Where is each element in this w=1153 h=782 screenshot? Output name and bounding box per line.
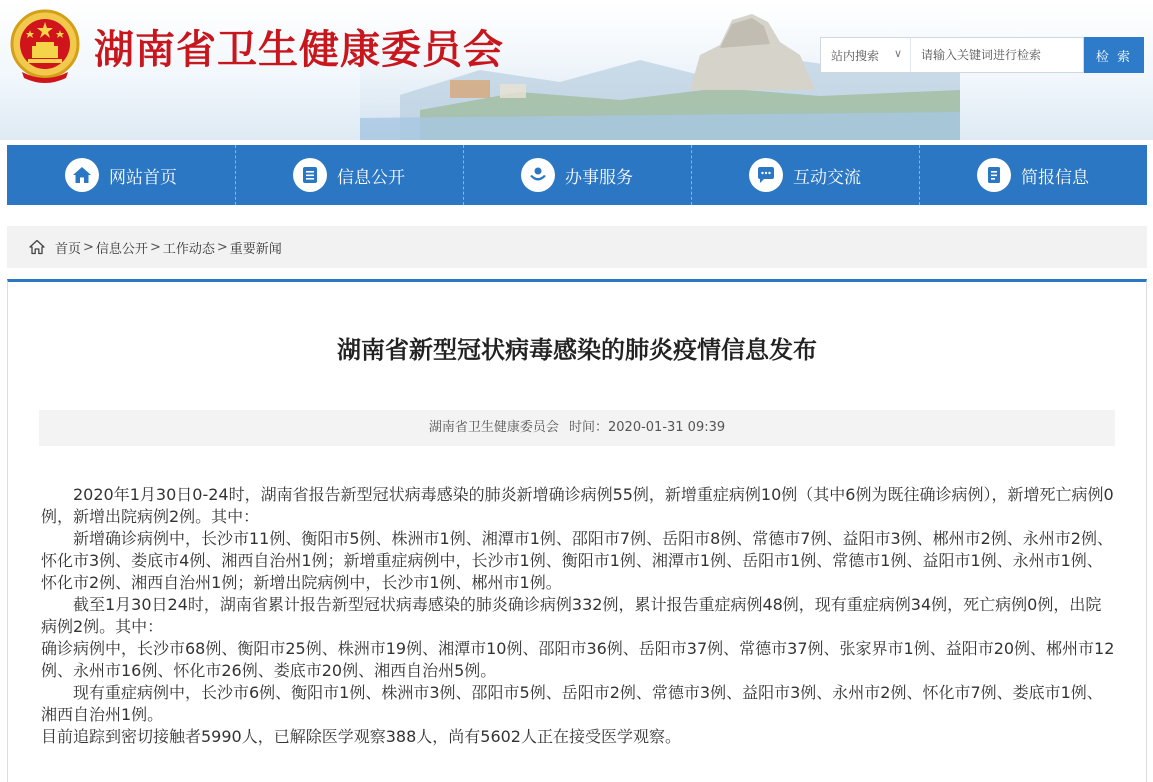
breadcrumb-home-link[interactable]: 首页	[55, 241, 82, 257]
breadcrumb-info-disclosure-link[interactable]: 信息公开	[95, 241, 148, 257]
nav-item-home[interactable]	[7, 145, 235, 205]
nav-item-services[interactable]	[463, 145, 691, 205]
nav-item-label: 简报信息	[1021, 167, 1089, 188]
article-source: 湖南省卫生健康委员会	[428, 420, 559, 435]
site-header	[0, 0, 1153, 140]
nav-item-label: 办事服务	[565, 167, 633, 188]
article-paragraph: 2020年1月30日0-24时，湖南省报告新型冠状病毒感染的肺炎新增确诊病例55例，新增重症病例10例（其中6例为既往确诊病例），新增死亡病例0例，新增出院病例2例。其中：	[41, 485, 1114, 526]
nav-item-interaction[interactable]	[691, 145, 919, 205]
article-paragraph: 现有重症病例中，长沙市6例、衡阳市1例、株洲市3例、邵阳市5例、岳阳市2例、常德市3例、益阳市3例、永州市2例、怀化市7例、娄底市1例、湘西自治州1例。	[41, 683, 1103, 724]
service-icon	[521, 158, 555, 192]
home-icon	[65, 158, 99, 192]
article-time: 时间：2020-01-31 09:39	[569, 420, 726, 435]
nav-item-label: 信息公开	[337, 167, 405, 188]
home-icon	[29, 239, 45, 255]
search-scope-label: 站内搜索	[831, 48, 880, 63]
article-paragraph: 目前追踪到密切接触者5990人，已解除医学观察388人，尚有5602人正在接受医学观察。	[41, 727, 681, 746]
breadcrumb-separator: >	[83, 239, 94, 255]
briefing-icon	[977, 158, 1011, 192]
article-meta	[39, 410, 1115, 446]
search-bar	[820, 37, 1144, 73]
nav-item-label: 互动交流	[793, 167, 861, 188]
search-input[interactable]	[910, 37, 1084, 73]
document-icon	[293, 158, 327, 192]
breadcrumb-work-news-link[interactable]: 工作动态	[162, 241, 215, 257]
nav-item-label: 网站首页	[109, 167, 177, 188]
article-paragraph: 确诊病例中，长沙市68例、衡阳市25例、株洲市19例、湘潭市10例、邵阳市36例、岳阳市37例、常德市37例、张家界市1例、益阳市20例、郴州市12例、永州市16例、怀化市26例、娄底市20例、湘西自治州5例。	[41, 639, 1115, 680]
breadcrumb-separator: >	[216, 239, 228, 255]
breadcrumb-separator: >	[149, 239, 161, 255]
nav-item-info-disclosure[interactable]	[235, 145, 463, 205]
article-paragraph: 截至1月30日24时，湖南省累计报告新型冠状病毒感染的肺炎确诊病例332例，累计报告重症病例48例，现有重症病例34例，死亡病例0例，出院病例2例。其中：	[41, 595, 1102, 636]
main-nav	[7, 145, 1147, 205]
article-title: 湖南省新型冠状病毒感染的肺炎疫情信息发布	[337, 336, 817, 364]
article-paragraph: 新增确诊病例中，长沙市11例、衡阳市5例、株洲市1例、湘潭市1例、邵阳市7例、岳阳市8例、常德市7例、益阳市3例、郴州市2例、永州市2例、怀化市3例、娄底市4例、湘西自治州1例；新增重症病例中，长沙市1例、衡阳市1例、湘潭市1例、岳阳市1例、常德市1例、益阳市1例、永州市1例、怀化市2例、湘西自治州1例；新增出院病例中，长沙市1例、郴州市1例。	[41, 529, 1113, 592]
article-body	[41, 484, 1117, 748]
nav-item-briefing[interactable]	[919, 145, 1147, 205]
national-emblem-logo	[8, 6, 82, 86]
article-panel	[7, 279, 1147, 782]
chevron-down-icon: ∨	[893, 47, 902, 60]
site-title[interactable]: 湖南省卫生健康委员会	[94, 27, 504, 73]
search-scope-select[interactable]	[820, 37, 910, 73]
search-button[interactable]: 检 索	[1084, 37, 1144, 73]
chat-icon	[749, 158, 783, 192]
breadcrumb	[7, 226, 1147, 268]
breadcrumb-important-news-link[interactable]: 重要新闻	[229, 241, 282, 257]
